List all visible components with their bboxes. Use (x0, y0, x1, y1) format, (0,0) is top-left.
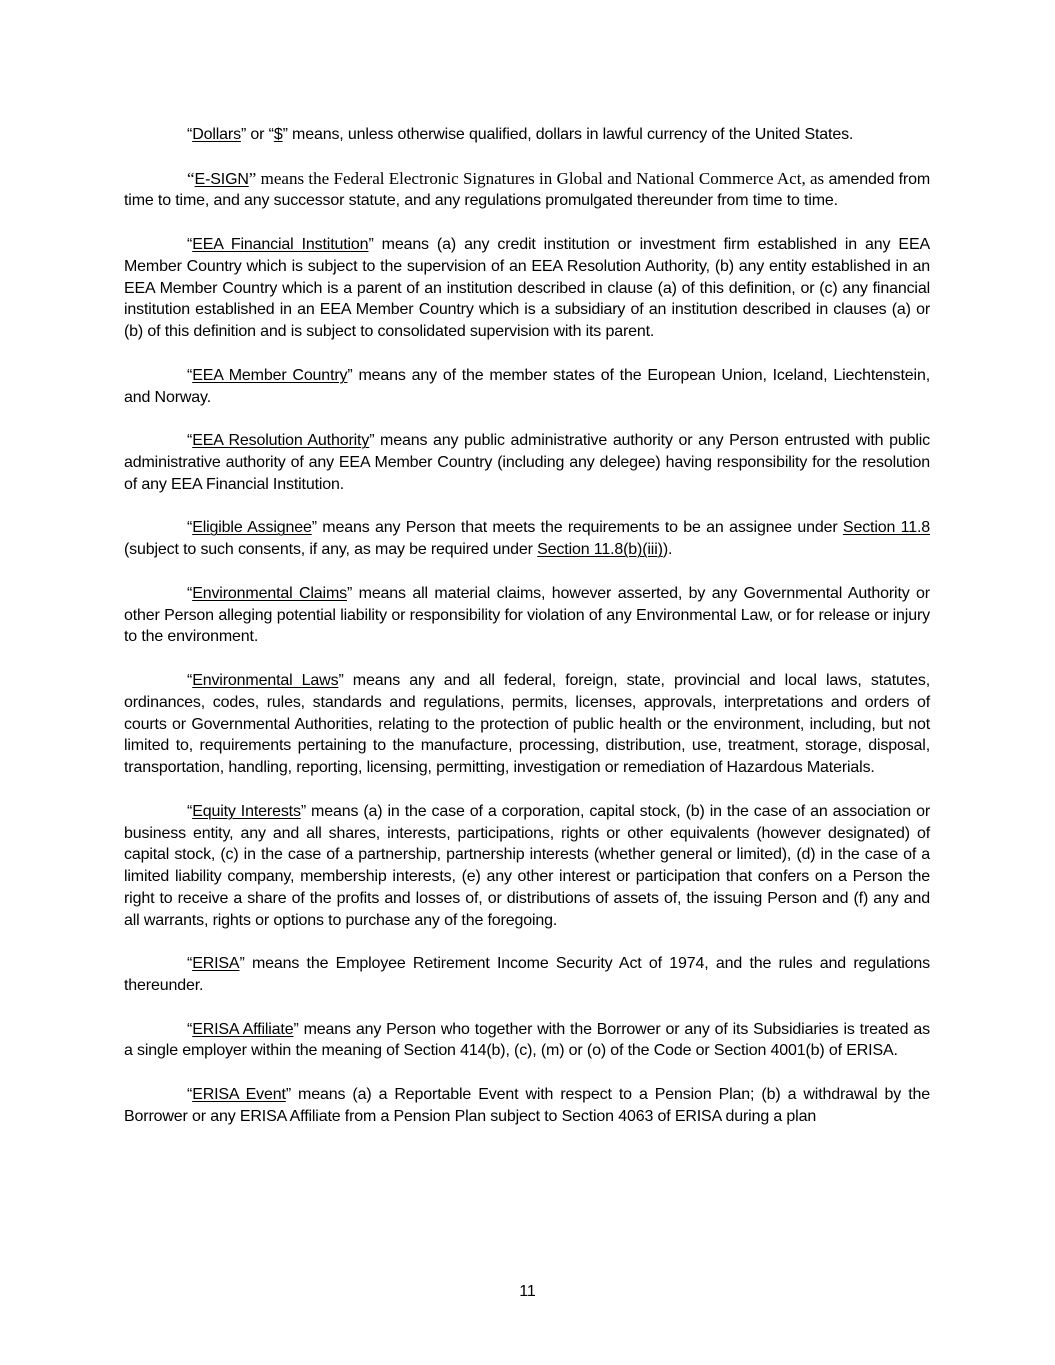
defined-term: Section 11.8(b)(iii) (537, 541, 663, 559)
definition-environmental-claims (124, 583, 930, 648)
definition-erisa-event (124, 1084, 930, 1128)
defined-term: E-SIGN (194, 170, 249, 188)
definition-equity-interests (124, 801, 930, 932)
definition-text: ” means (a) any credit institution or investment firm established in any EEA Member Country which is subject to the supervision of an EEA Resolution Authority, (b) any entity established in an EEA Member Country which is a parent of an institution described in clause (a) of this definition, or (c) any financial institution established in an EEA Member Country which is a subsidiary of an institution described in clauses (a) or (b) of this definition and is subject to consolidated supervision with its parent. (124, 235, 930, 341)
definition-text: “ (187, 432, 193, 450)
defined-term: Eligible Assignee (192, 519, 312, 537)
defined-term: EEA Member Country (192, 366, 348, 384)
defined-term: EEA Resolution Authority (192, 432, 370, 450)
definition-text: ” means any and all federal, foreign, state, provincial and local laws, statutes, ordinances, codes, rules, standards and regulations, permits, licenses, approvals, interpretations and orders of courts or Governmental Authorities, relating to the protection of public health or the environment, including, but not limited to, requirements pertaining to the manufacture, processing, distribution, use, treatment, storage, disposal, transportation, handling, reporting, licensing, permitting, investigation or remediation of Hazardous Materials. (124, 671, 930, 777)
defined-term: ERISA (192, 955, 240, 973)
definition-text: ” means the Employee Retirement Income Security Act of 1974, and the rules and regulations thereunder. (124, 955, 930, 995)
defined-term: Equity Interests (192, 802, 301, 820)
definition-text: ” means, unless otherwise qualified, dollars in lawful currency of the United States. (282, 126, 854, 143)
definition-text: “ (187, 235, 193, 253)
definition-text: ). (662, 541, 673, 559)
page-number: 11 (519, 1283, 536, 1300)
definition-text: ” means any public administrative authority or any Person entrusted with public administrative authority of any EEA Member Country (including any delegee) having responsibility for the resolution of any EEA Financial Institution. (124, 432, 930, 493)
definition-text: amended from time to time, and any successor statute, and any regulations promulgated thereunder from time to time. (124, 170, 930, 210)
definition-text: “ (187, 519, 193, 537)
definition-text: ” means (a) in the case of a corporation, capital stock, (b) in the case of an association or business entity, any and all shares, interests, participations, rights or other equivalents (however designated) of capital stock, (c) in the case of a partnership, partnership interests (whether general or limited), (d) in the case of a limited liability company, membership interests, (e) any other interest or participation that confers on a Person the right to receive a share of the profits and losses of, or distributions of assets of, the issuing Person and (f) any and all warrants, rights or options to purchase any of the foregoing. (124, 802, 930, 929)
definition-environmental-laws (124, 670, 930, 779)
definition-erisa-affiliate (124, 1019, 930, 1063)
definition-eea-member-country (124, 365, 930, 409)
defined-term: Environmental Claims (192, 584, 347, 602)
definition-eea-financial-institution (124, 234, 930, 343)
definition-text: (subject to such consents, if any, as may be required under (124, 541, 538, 559)
definition-dollars (124, 124, 930, 146)
definition-text: “ (187, 1020, 193, 1038)
definition-text: “ (187, 802, 193, 820)
definition-text: ” means any of the member states of the European Union, Iceland, Liechtenstein, and Norway. (124, 366, 930, 406)
definition-text: ” means all material claims, however asserted, by any Governmental Authority or other Person alleging potential liability or responsibility for violation of any Environmental Law, or for release or injury to the environment. (124, 584, 930, 646)
definition-erisa (124, 953, 930, 997)
defined-term: ERISA Event (192, 1086, 286, 1104)
defined-term: Dollars (192, 126, 241, 143)
definition-eligible-assignee (124, 517, 930, 561)
definition-text: “ (187, 366, 193, 384)
definition-e-sign (124, 168, 930, 213)
defined-term: Environmental Laws (192, 671, 339, 689)
definition-text: “ (187, 584, 193, 602)
defined-term: $ (273, 126, 283, 143)
definitions-section (124, 124, 930, 1149)
definition-text: ” means the Federal Electronic Signatures in Global and National Commerce Act, as (248, 168, 825, 188)
defined-term: ERISA Affiliate (192, 1020, 294, 1038)
definition-text: “ (187, 955, 193, 973)
definition-text: “ (187, 126, 193, 143)
definition-text: “ (187, 1086, 193, 1104)
defined-term: Section 11.8 (842, 519, 930, 537)
definition-eea-resolution-authority (124, 430, 930, 495)
definition-text: ” means (a) a Reportable Event with respect to a Pension Plan; (b) a withdrawal by the Borrower or any ERISA Affiliate from a Pension Plan subject to Section 4063 of ERISA during a plan (124, 1086, 931, 1125)
definition-text: “ (187, 671, 193, 689)
definition-text: ” means any Person that meets the requirements to be an assignee under (311, 519, 843, 537)
definition-text: ” or “ (240, 126, 274, 143)
definition-text: ” means any Person who together with the Borrower or any of its Subsidiaries is treated as a single employer within the meaning of Section 414(b), (c), (m) or (o) of the Code or Section 4001(b) of ERISA. (124, 1020, 930, 1060)
defined-term: EEA Financial Institution (192, 235, 369, 253)
definition-text: “ (187, 168, 195, 188)
